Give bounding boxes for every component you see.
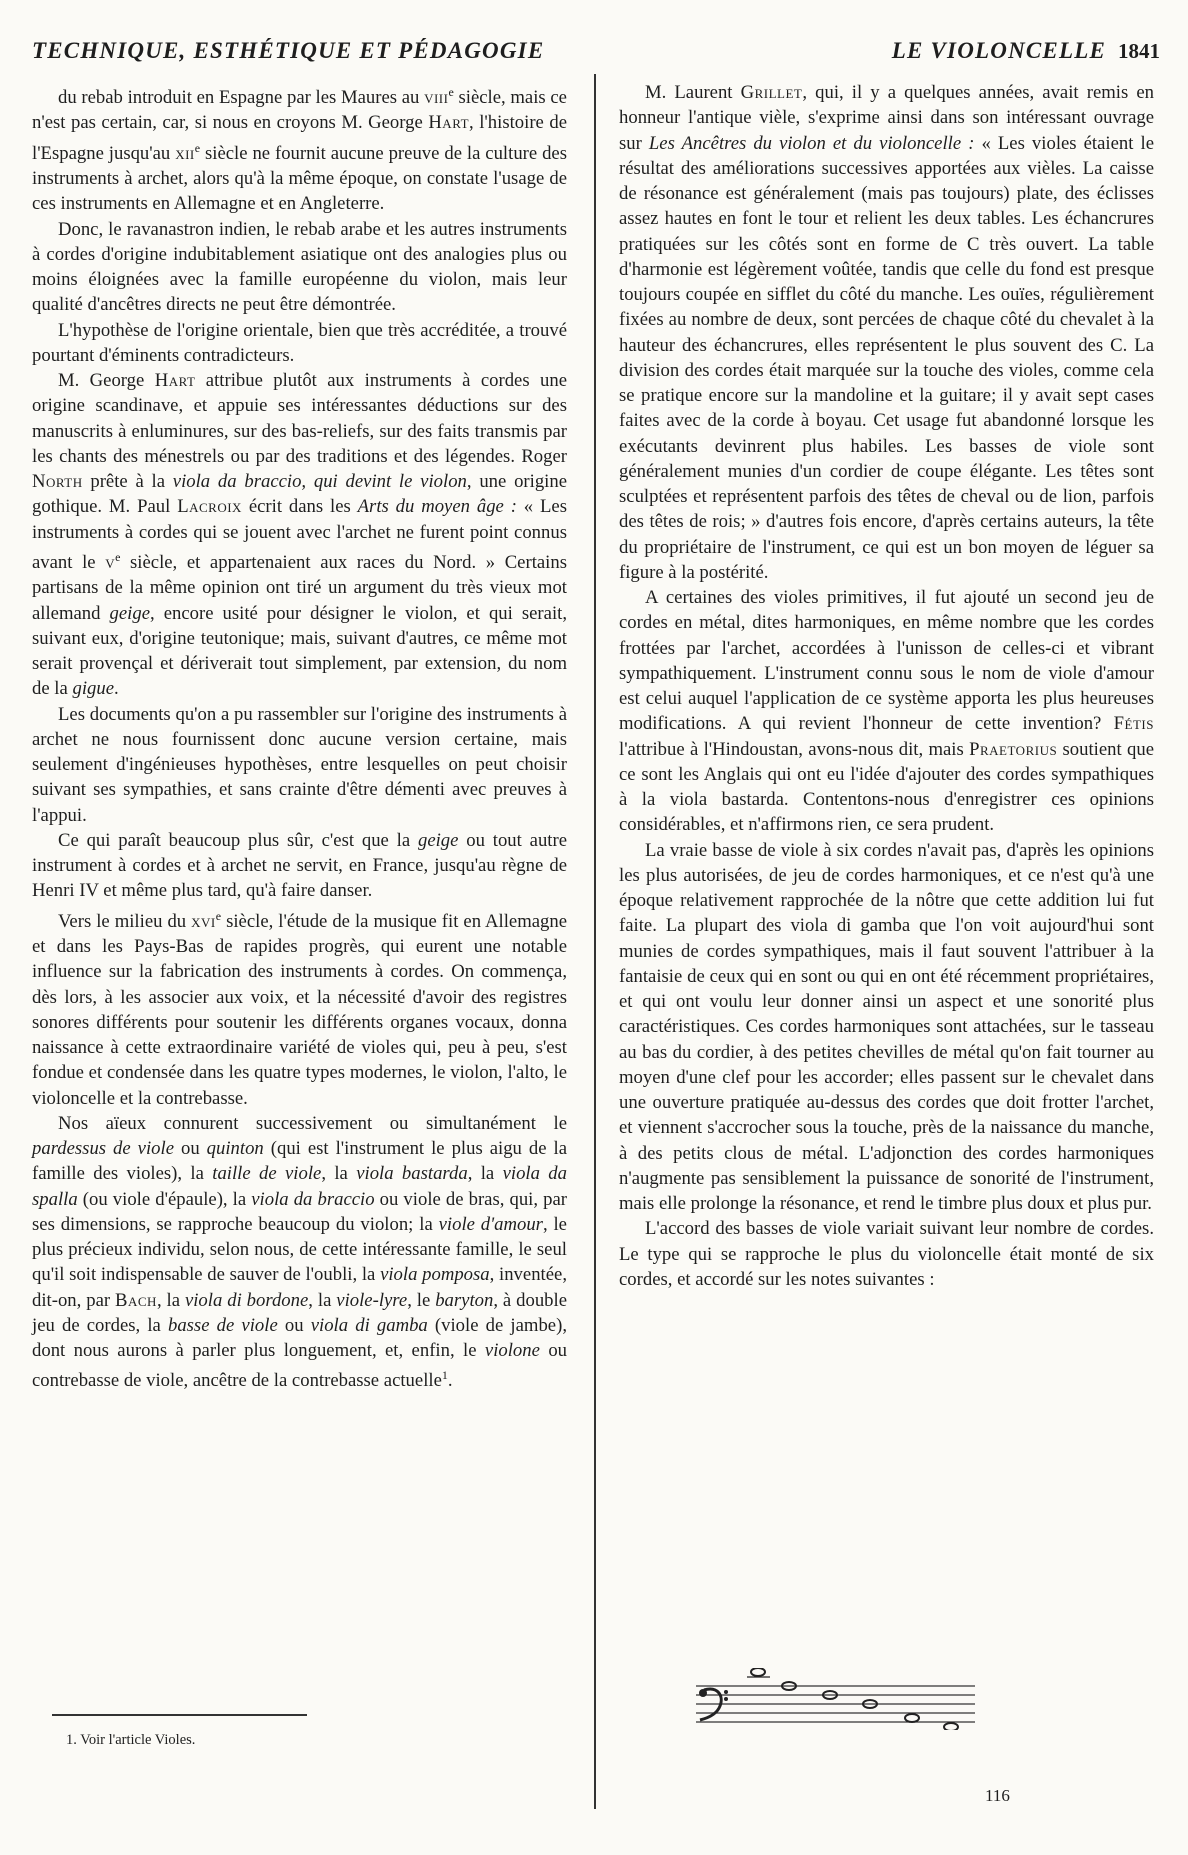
right-column [619,80,1154,1292]
text-run: ou [277,1314,311,1336]
column-divider [594,74,596,1809]
text-run: , une origine gothique. M. Paul [32,471,567,518]
text-run: , le [407,1289,436,1311]
italic-term: viole-lyre [336,1289,408,1311]
author-name: Hart [428,112,470,134]
text-run: soutient que ce sont les Anglais qui ont eu l'idée d'ajouter des cordes sympathiques à la viola bastarda. Contentons-nous d'enregistrer ces opinions considérables, et n'affirmons rien, ce sera prudent. [619,738,1154,836]
text-run: Les documents qu'on a pu rassembler sur l'origine des instruments à archet ne nous fournissent donc aucune version certaine, mais seulement d'ingénieuses hypothèses, entre lesquelles on peut choisir suivant ses sympathies, et sans crainte d'être démenti avec preuves à l'appui. [32,703,567,826]
header-right-title: LE VIOLONCELLE [891,38,1106,63]
italic-term: viola da spalla [32,1163,567,1210]
header-title-left: TECHNIQUE, ESTHÉTIQUE ET PÉDAGOGIE [32,38,545,63]
footnote-rule [52,1714,307,1716]
text-run: siècle, l'étude de la musique fit en Allemagne et dans les Pays-Bas de rapides progrès, qui eurent une notable influence sur la fabrication des instruments à cordes. On commença, dès lors, à les associer aux voix, et la nécessité d'avoir des registres sonores différents pour soutenir les différents organes vocaux, donna naissance à cette extraordinaire variété de violes qui, peu à peu, s'est fondue et condensée dans les quatre types modernes, le violon, l'alto, le violoncelle et la contrebasse. [32,910,568,1109]
superscript: e [215,908,222,923]
paragraph [619,585,1154,838]
text-run: , la [467,1163,503,1185]
paragraph [619,1216,1154,1292]
author-name: Hart [154,370,196,392]
text-run: , à double jeu de cordes, la [32,1289,567,1336]
text-run: L'accord des basses de viole variait suivant leur nombre de cordes. Le type qui se rapproche le plus du violoncelle était monté de six cordes, et accordé sur les notes suivantes : [619,1218,1154,1290]
text-run: siècle ne fournit aucune preuve de la culture des instruments à archet, alors qu'à la même époque, on constate l'usage de ces instruments en Allemagne et en Angleterre. [32,142,568,215]
superscript: 1 [441,1368,448,1383]
author-name: v [105,552,116,574]
text-run: , la [156,1289,185,1311]
text-run: écrit dans les [241,496,358,518]
paragraph [32,318,567,369]
italic-term: geige [417,829,459,851]
text-run: , l'histoire de l'Espagne jusqu'au [32,112,567,164]
left-column [32,80,567,1394]
italic-term: Les Ancêtres du violon et du violoncelle : [648,132,975,154]
text-run: La vraie basse de viole à six cordes n'avait pas, d'après les opinions les plus autorisées, de jeu de cordes harmoniques, et ce n'est qu'à une époque relativement rapprochée de la nôtre que cette addition lui fut faite. La plupart des viola di gamba que l'on voit aujourd'hui sont munies de cordes sympathiques, mais il faut souvent l'attribuer à la fantaisie de ceux qui en sont ou qui en ont été récemment propriétaires, et qui ont voulu leur donner ainsi un aspect et une sonorité plus caractéristiques. Ces cordes harmoniques sont attachées, sur le tasseau au bas du cordier, à des petites chevilles de métal qu'on fait tourner au moyen d'une clef pour les accorder; elles passent sur le chevalet dans une ouverture pratiquée au-dessus des cordes que doit frotter l'archet, et viennent s'accrocher sous la touche, près de la naissance du manche, à des petits clous de métal. L'adjonction des cordes harmoniques n'augmente pas sensiblement la puissance de sonorité de l'instrument, mais elle prolonge la résonance, et rend le timbre plus doux et plus pur. [619,839,1154,1214]
italic-term: geige [109,602,150,624]
paragraph [32,828,567,904]
text-run: , encore usité pour désigner le violon, et qui serait, suivant eux, d'origine teutonique; mais, suivant d'autres, ce même mot serait provençal et dériverait tout simplement, par extension, du nom de la [32,602,567,700]
text-run: prête à la [82,471,173,493]
italic-term: quinton [206,1138,264,1160]
italic-term: viola di gamba [310,1314,428,1336]
italic-term: taille de viole [212,1163,322,1185]
page-number: 116 [985,1786,1010,1805]
text-run: siècle, et appartenaient aux races du Nord. » Certains partisans de la même opinion ont tiré un argument du très vieux mot allemand [32,552,567,624]
header-title-right [892,38,1160,64]
text-run: Nos aïeux connurent successivement ou simultanément le [58,1112,567,1134]
text-run: . [447,1370,453,1392]
header-page-number: 1841 [1118,39,1160,63]
paragraph [32,904,567,1111]
italic-term: viole d'amour [438,1213,543,1235]
text-run: ou tout autre instrument à cordes et à archet ne servit, en France, jusqu'au règne de Henri IV et même plus tard, qu'à faire danser. [32,829,568,902]
text-run: Donc, le ravanastron indien, le rebab arabe et les autres instruments à cordes d'origine indubitablement asiatique ont des analogies plus ou moins éloignées avec la famille européenne du violon, mais leur qualité d'ancêtres directs ne peut être démontrée. [32,218,567,316]
text-run: , la [308,1289,337,1311]
italic-term: viola bastarda [356,1163,468,1185]
text-run: « Les instruments à cordes qui se jouent avec l'archet ne furent point connus avant le [32,496,567,574]
music-staff-tuning [690,1668,980,1730]
italic-term: viola pomposa [380,1264,490,1286]
text-run: , inventée, dit-on, par [32,1264,567,1311]
author-name: Grillet [740,82,803,103]
author-name: Praetorius [969,738,1058,760]
superscript: e [448,85,454,99]
text-run: l'attribue à l'Hindoustan, avons-nous dit, mais [619,738,970,760]
author-name: Lacroix [177,496,242,518]
text-run: ou viole de bras, qui, par ses dimensions, se rapproche beaucoup du violon; la [32,1188,567,1235]
italic-term: baryton [435,1289,494,1311]
paragraph [619,838,1154,1217]
text-run: L'hypothèse de l'origine orientale, bien que très accréditée, a trouvé pourtant d'éminents contradicteurs. [32,319,567,366]
footnote: 1. Voir l'article Violes. [66,1732,196,1748]
paragraph [32,702,567,828]
author-name: xvi [191,910,216,932]
paragraph [32,368,567,701]
text-run: ou [174,1138,207,1160]
text-run: (ou viole d'épaule), la [77,1188,252,1210]
author-name: Fétis [1113,713,1154,735]
text-run: ou contrebasse de viole, ancêtre de la contrebasse actuelle [32,1340,568,1392]
italic-term: gigue [72,678,114,700]
superscript: e [194,140,201,155]
superscript: e [115,549,121,564]
paragraph [32,217,567,318]
text-run: « Les violes étaient le résultat des améliorations successives apportées aux vièles. La caisse de résonance est généralement (mais pas toujours) plate, des éclisses assez hautes en font le tour et relient les deux tables. Les échancrures pratiquées sur les côtés sont en forme de C très ouvert. La table d'harmonie est légèrement voûtée, tandis que celle du fond est presque toujours coupée en sifflet du côté du manche. Les ouïes, régulièrement fixées au nombre de deux, sont percées de chaque côté du chevalet à la hauteur des échancrures, elles représentent le plus souvent des C. La division des cordes était marquée sur la touche des violes, comme cela se pratique encore sur la mandoline et la guitare; il y avait sept cases faites avec de la corde à boyau. Cet usage fut abandonné lorsque les exécutants devinrent plus habiles. Les basses de viole sont généralement munies d'un cordier de coupe élégante. Les têtes sont sculptées et représentent parfois des têtes de cheval ou de lion, parfois des têtes de rois; » d'autres fois encore, d'après certains auteurs, la tête du propriétaire de l'instrument, ce qui est un bon moyen de léguer sa figure à la postérité. [619,132,1154,583]
text-run: Ce qui paraît beaucoup plus sûr, c'est que la [58,829,418,851]
text-run: du rebab introduit en Espagne par les Maures au [58,87,425,109]
text-run: siècle, mais ce n'est pas certain, car, si nous en croyons M. George [32,87,567,134]
text-run: . [114,678,119,700]
text-run: , qui, il y a quelques années, avait remis en honneur l'antique vièle, s'exprime ainsi dans son intéressant ouvrage sur [619,82,1154,154]
italic-term: Arts du moyen âge : [357,496,517,518]
text-run: (qui est l'instrument le plus aigu de la famille des violes), la [32,1138,567,1185]
author-name: viii [424,87,449,109]
paragraph [619,80,1154,585]
author-name: Bach [115,1289,157,1311]
paragraph [32,80,567,217]
text-run: Vers le milieu du [58,910,192,932]
italic-term: viola da braccio [251,1188,375,1210]
text-run: , la [321,1163,357,1185]
author-name: xii [175,142,195,164]
text-run: M. Laurent [645,82,741,103]
author-name: North [32,471,83,493]
text-run: M. George [58,370,155,392]
running-header [32,38,1160,70]
italic-term: viola da braccio, qui devint le violon [172,471,467,493]
italic-term: viola di bordone [184,1289,309,1311]
text-run: A certaines des violes primitives, il fut ajouté un second jeu de cordes en métal, dites harmoniques, en même nombre que les cordes frottées par l'archet, accordées à l'unisson de celles-ci et vibrant sympathiquement. L'instrument connu sous le nom de viole d'amour est celui auquel l'application de ce système apporta les plus heureuses modifications. A qui revient l'honneur de cette invention? [619,587,1154,735]
text-run: attribue plutôt aux instruments à cordes une origine scandinave, et appuie ses intéressantes déductions sur des manuscrits à enluminures, sur des bas-reliefs, sur des faits transmis par les chants des ménestrels ou par des traditions et des légendes. Roger [32,370,567,467]
text-run: (viole de jambe), dont nous aurons à parler plus longuement, et, enfin, le [32,1314,567,1362]
italic-term: violone [484,1340,540,1362]
italic-term: pardessus de viole [32,1138,174,1160]
italic-term: basse de viole [167,1314,278,1336]
text-run: , le plus précieux individu, selon nous, de cette intéressante famille, le seul qu'il soit indispensable de sauver de l'oubli, la [32,1213,567,1286]
paragraph [32,1111,567,1394]
